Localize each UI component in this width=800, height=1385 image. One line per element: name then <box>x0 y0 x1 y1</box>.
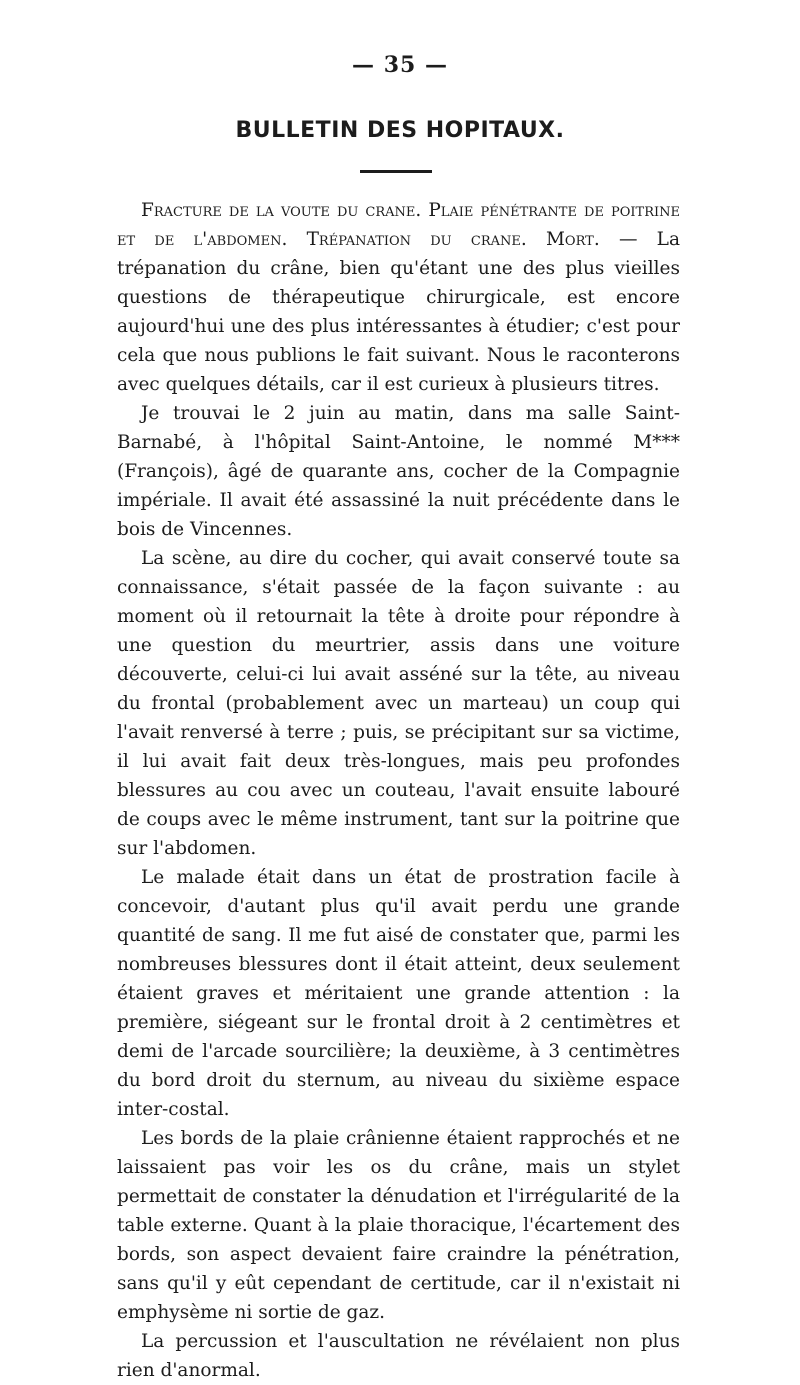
header-divider <box>360 170 432 173</box>
page-header-title: BULLETIN DES HOPITAUX. <box>235 118 565 143</box>
article-intro-paragraph <box>117 196 680 399</box>
paragraph: La percussion et l'auscultation ne révélaient non plus rien d'anormal. <box>117 1331 680 1381</box>
article-title-part-4: Mort. <box>545 229 600 250</box>
paragraph: Je trouvai le 2 juin au matin, dans ma salle Saint-Barnabé, à l'hôpital Saint-Antoine, le nommé M*** (François), âgé de quarante ans, cocher de la Compagnie impériale. Il avait été assassiné la nuit précédente dans le bois de Vincennes. <box>117 403 680 540</box>
article-title-part-2: Plaie pénétrante de poitrine et de l'abdomen. <box>117 200 680 250</box>
paragraph: Les bords de la plaie crânienne étaient rapprochés et ne laissaient pas voir les os du crâne, mais un stylet permettait de constater la dénudation et l'irrégularité de la table externe. Quant à la plaie thoracique, l'écartement des bords, son aspect devaient faire craindre la pénétration, sans qu'il y eût cependant de certitude, car il n'existait ni emphysème ni sortie de gaz. <box>117 1128 680 1323</box>
article-title-part-3: Trépanation du crane. <box>306 229 527 250</box>
article-body <box>117 196 680 1385</box>
article-intro-text: — La trépanation du crâne, bien qu'étant une des plus vieilles questions de thérapeutique chirurgicale, est encore aujourd'hui une des plus intéressantes à étudier; c'est pour cela que nous publions le fait suivant. Nous le raconterons avec quelques détails, car il est curieux à plusieurs titres. <box>117 229 680 395</box>
paragraph: La scène, au dire du cocher, qui avait conservé toute sa connaissance, s'était passée de la façon suivante : au moment où il retournait la tête à droite pour répondre à une question du meurtrier, assis dans une voiture découverte, celui-ci lui avait asséné sur la tête, au niveau du frontal (probablement avec un marteau) un coup qui l'avait renversé à terre ; puis, se précipitant sur sa victime, il lui avait fait deux très-longues, mais peu profondes blessures au cou avec un couteau, l'avait ensuite labouré de coups avec le même instrument, tant sur la poitrine que sur l'abdomen. <box>117 548 680 859</box>
article-title-part-1: Fracture de la voute du crane. <box>141 200 422 221</box>
paragraph: Le malade était dans un état de prostration facile à concevoir, d'autant plus qu'il avait perdu une grande quantité de sang. Il me fut aisé de constater que, parmi les nombreuses blessures dont il était atteint, deux seulement étaient graves et méritaient une grande attention : la première, siégeant sur le frontal droit à 2 centimètres et demi de l'arcade sourcilière; la deuxième, à 3 centimètres du bord droit du sternum, au niveau du sixième espace inter-costal. <box>117 867 680 1120</box>
page-number: — 35 — <box>352 52 448 78</box>
